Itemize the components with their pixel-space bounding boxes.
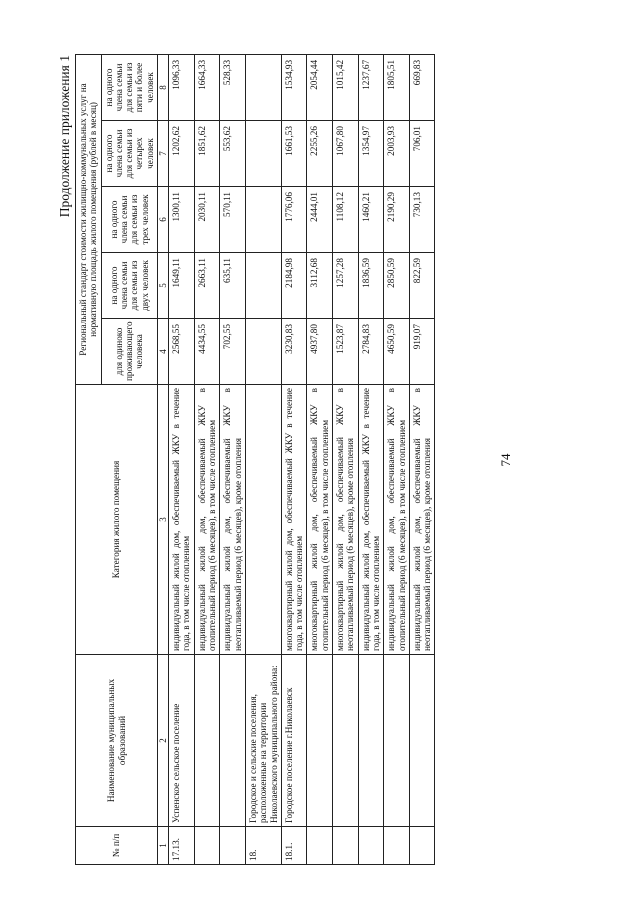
row-value: 706,01	[409, 121, 435, 187]
rotated-content	[55, 55, 595, 865]
column-number: 2	[158, 655, 169, 827]
row-municipality: Городское и сельские поселения, расположенные на территории Николаевского муниципального района:	[245, 655, 281, 827]
row-value: 2184,98	[281, 253, 307, 319]
column-number: 4	[158, 319, 169, 385]
row-number	[194, 827, 220, 865]
page-number: 74	[498, 453, 513, 467]
row-number	[220, 827, 246, 865]
row-number	[333, 827, 359, 865]
column-number: 5	[158, 253, 169, 319]
row-number: 18.	[245, 827, 281, 865]
row-value	[245, 54, 281, 120]
row-value: 702,55	[220, 319, 246, 385]
header-num: № п/п	[76, 827, 158, 865]
header-c7: на одного члена семьи для семьи из четырех человек	[101, 121, 157, 187]
row-category: индивидуальный жилой дом, обеспечиваемый ЖКУ в течение года, в том числе отоплением	[169, 385, 195, 655]
row-value: 1108,12	[333, 187, 359, 253]
row-category: многоквартирный жилой дом, обеспечиваемый ЖКУ в течение года, в том числе отоплением	[281, 385, 307, 655]
header-c5: на одного члена семьи для семьи из двух человек	[101, 253, 157, 319]
table-row	[281, 54, 307, 864]
row-value: 2054,44	[307, 54, 333, 120]
column-number-row	[158, 54, 169, 864]
row-value: 2850,59	[384, 253, 410, 319]
header-c6: на одного члена семьи для семьи из трех человек	[101, 187, 157, 253]
row-category	[245, 385, 281, 655]
table-row	[384, 54, 410, 864]
row-number	[307, 827, 333, 865]
table-row	[194, 54, 220, 864]
row-category: многоквартирный жилой дом, обеспечиваемый ЖКУ в отопительный период (6 месяцев), в том числе отоплением	[307, 385, 333, 655]
row-value: 1202,62	[169, 121, 195, 187]
row-value: 4937,80	[307, 319, 333, 385]
table-row	[333, 54, 359, 864]
row-value: 1460,21	[358, 187, 384, 253]
row-value: 1664,33	[194, 54, 220, 120]
row-category: многоквартирный жилой дом, обеспечиваемый ЖКУ в неотапливаемый период (6 месяцев), кроме отопления	[333, 385, 359, 655]
header-standard: Региональный стандарт стоимости жилищно-коммунальных услуг на нормативную площадь жилого помещения (рублей в месяц)	[76, 54, 102, 384]
row-municipality: Успенское сельское поселение	[169, 655, 195, 827]
header-c8: на одного члена семьи для семьи из пяти и более человек	[101, 54, 157, 120]
row-value: 1257,28	[333, 253, 359, 319]
row-value: 1237,67	[358, 54, 384, 120]
row-value: 669,83	[409, 54, 435, 120]
row-value: 1015,42	[333, 54, 359, 120]
row-value: 2568,55	[169, 319, 195, 385]
row-value: 1534,93	[281, 54, 307, 120]
row-value: 2255,26	[307, 121, 333, 187]
row-value: 1836,59	[358, 253, 384, 319]
row-number	[384, 827, 410, 865]
row-value	[245, 121, 281, 187]
row-category: индивидуальный жилой дом, обеспечиваемый ЖКУ в неотапливаемый период (6 месяцев), кроме отопления	[409, 385, 435, 655]
header-c4: для одиноко проживающего человека	[101, 319, 157, 385]
row-municipality: Городское поселение г.Николаевск	[281, 655, 307, 827]
row-value: 1805,51	[384, 54, 410, 120]
row-value: 2030,11	[194, 187, 220, 253]
row-category: индивидуальный жилой дом, обеспечиваемый ЖКУ в неотапливаемый период (6 месяцев), кроме отопления	[220, 385, 246, 655]
row-value: 570,11	[220, 187, 246, 253]
row-value: 2444,01	[307, 187, 333, 253]
row-value: 822,59	[409, 253, 435, 319]
row-value: 2190,29	[384, 187, 410, 253]
continuation-label: Продолжение приложения 1	[57, 55, 72, 218]
row-value	[245, 319, 281, 385]
row-category: индивидуальный жилой дом, обеспечиваемый ЖКУ в отопительный период (6 месяцев), в том числе отоплением	[194, 385, 220, 655]
column-number: 6	[158, 187, 169, 253]
table-body	[169, 54, 435, 864]
header-category: Категория жилого помещения	[76, 385, 158, 655]
row-municipality	[358, 655, 384, 827]
row-municipality	[194, 655, 220, 827]
row-value: 1067,80	[333, 121, 359, 187]
row-municipality	[333, 655, 359, 827]
row-value: 2784,83	[358, 319, 384, 385]
row-category: индивидуальный жилой дом, обеспечиваемый ЖКУ в отопительный период (6 месяцев), в том числе отоплением	[384, 385, 410, 655]
row-number: 17.13.	[169, 827, 195, 865]
row-value: 3230,83	[281, 319, 307, 385]
row-value: 1523,87	[333, 319, 359, 385]
column-number: 8	[158, 54, 169, 120]
row-value: 4650,59	[384, 319, 410, 385]
row-value: 1649,11	[169, 253, 195, 319]
row-value	[245, 187, 281, 253]
row-value: 1300,11	[169, 187, 195, 253]
row-value: 2663,11	[194, 253, 220, 319]
row-value: 1661,53	[281, 121, 307, 187]
row-value: 919,07	[409, 319, 435, 385]
row-value: 730,13	[409, 187, 435, 253]
row-value: 635,11	[220, 253, 246, 319]
row-number	[358, 827, 384, 865]
row-value: 3112,68	[307, 253, 333, 319]
table-row	[409, 54, 435, 864]
row-value: 1851,62	[194, 121, 220, 187]
row-number: 18.1.	[281, 827, 307, 865]
row-municipality	[220, 655, 246, 827]
row-value: 1354,97	[358, 121, 384, 187]
row-value: 553,62	[220, 121, 246, 187]
row-value: 4434,55	[194, 319, 220, 385]
row-value	[245, 253, 281, 319]
table-row	[169, 54, 195, 864]
column-number: 7	[158, 121, 169, 187]
row-municipality	[307, 655, 333, 827]
row-value: 2003,93	[384, 121, 410, 187]
table-row	[245, 54, 281, 864]
row-municipality	[384, 655, 410, 827]
row-value: 1776,06	[281, 187, 307, 253]
row-value: 528,33	[220, 54, 246, 120]
row-municipality	[409, 655, 435, 827]
column-number: 1	[158, 827, 169, 865]
header-row-1	[76, 54, 102, 864]
table-row	[358, 54, 384, 864]
standards-table	[75, 54, 435, 865]
row-value: 1096,33	[169, 54, 195, 120]
row-category: индивидуальный жилой дом, обеспечиваемый ЖКУ в течение года, в том числе отоплением	[358, 385, 384, 655]
row-number	[409, 827, 435, 865]
column-number: 3	[158, 385, 169, 655]
table-row	[307, 54, 333, 864]
table-row	[220, 54, 246, 864]
header-name: Наименование муниципальных образований	[76, 655, 158, 827]
